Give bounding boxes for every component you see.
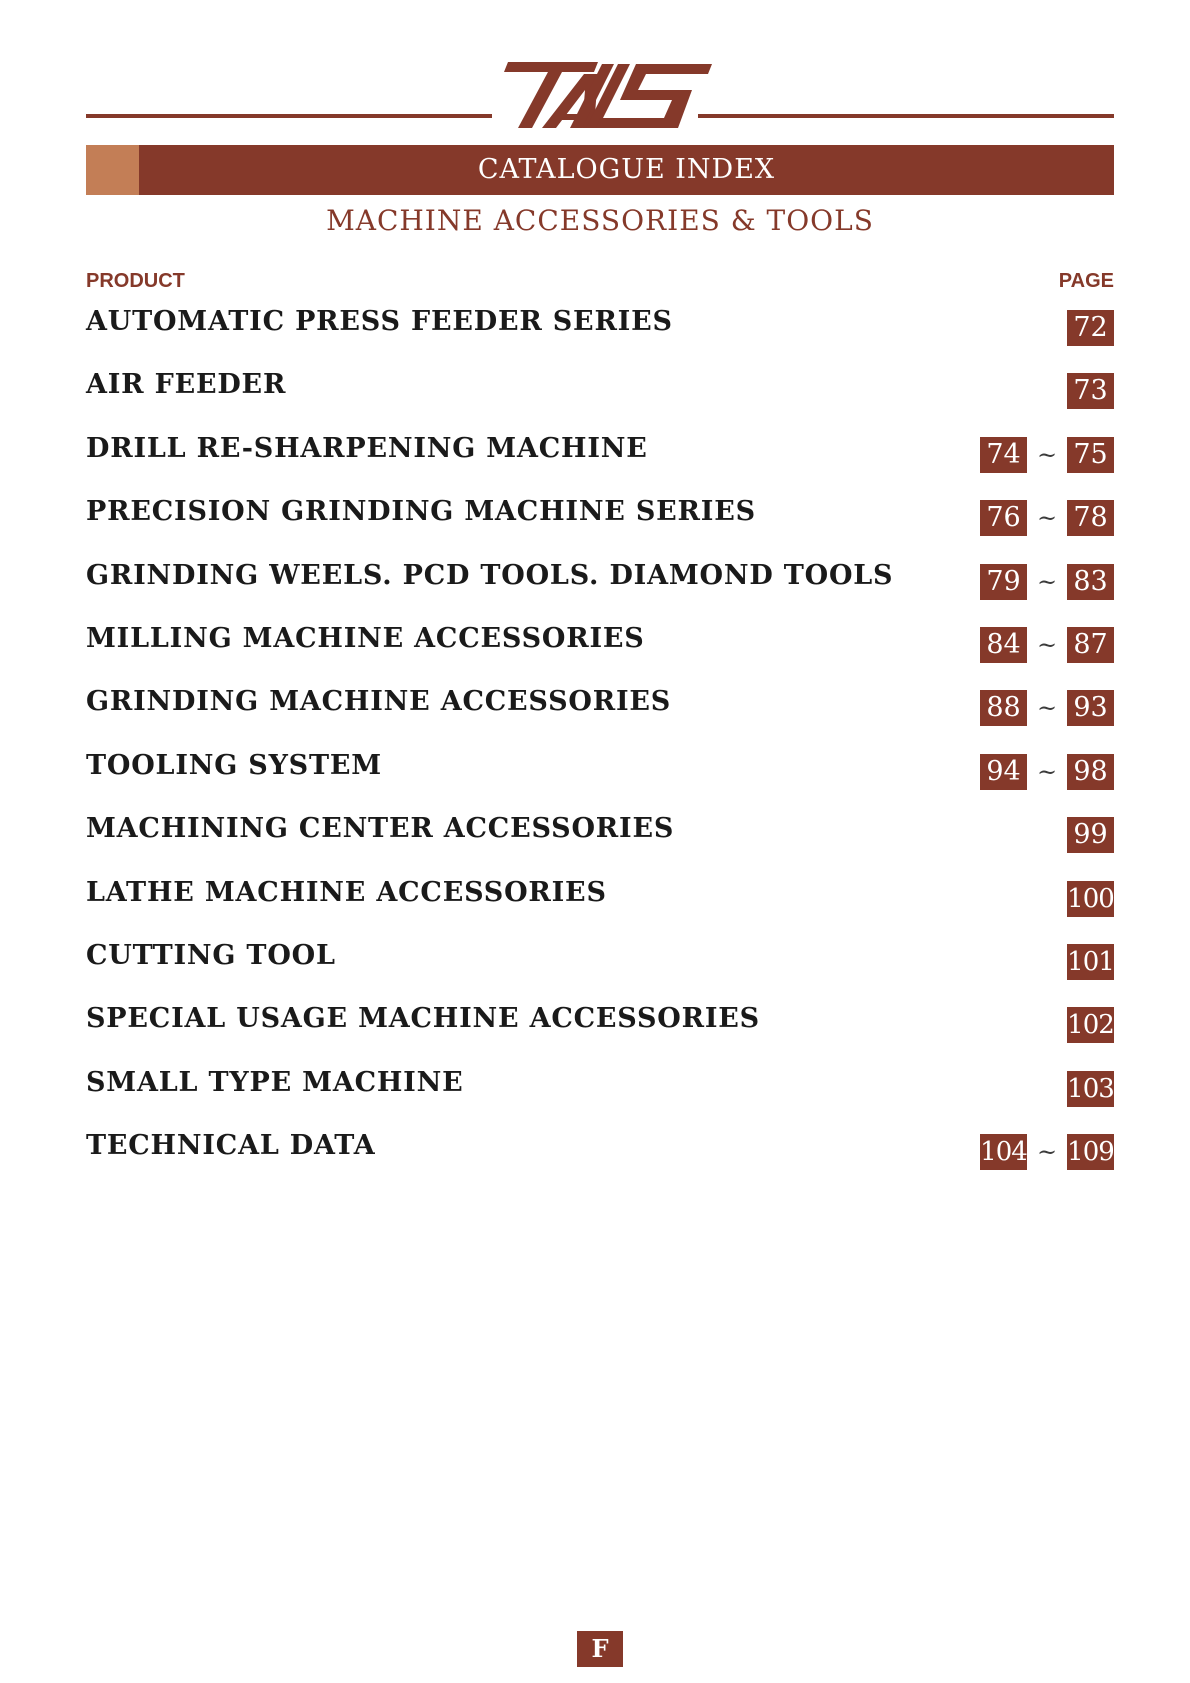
product-name: CUTTING TOOL xyxy=(86,939,336,971)
product-name: SMALL TYPE MACHINE xyxy=(86,1066,464,1098)
index-row xyxy=(86,490,1114,553)
range-separator: ~ xyxy=(1036,694,1058,723)
index-row xyxy=(86,807,1114,870)
page-end-badge: 87 xyxy=(1067,627,1114,663)
product-name: AIR FEEDER xyxy=(86,369,287,401)
page-range xyxy=(1067,310,1114,346)
page-range xyxy=(1067,944,1114,980)
range-separator: ~ xyxy=(1036,504,1058,533)
index-row xyxy=(86,1061,1114,1124)
page-start-badge: 88 xyxy=(980,690,1027,726)
product-name: AUTOMATIC PRESS FEEDER SERIES xyxy=(86,306,673,337)
page-end-badge: 83 xyxy=(1067,564,1114,600)
index-row xyxy=(86,363,1114,426)
page-range xyxy=(1067,1007,1114,1043)
page-range xyxy=(980,690,1114,726)
product-name: MILLING MACHINE ACCESSORIES xyxy=(86,622,645,654)
header-rule-right xyxy=(698,114,1114,118)
page-end-badge: 109 xyxy=(1067,1134,1114,1170)
page-range xyxy=(980,1134,1114,1170)
page-start-badge: 100 xyxy=(1067,881,1114,917)
index-row xyxy=(86,1124,1114,1187)
product-name: TOOLING SYSTEM xyxy=(86,749,382,781)
page-start-badge: 73 xyxy=(1067,373,1114,409)
product-name: TECHNICAL DATA xyxy=(86,1130,376,1162)
page-column-header: PAGE xyxy=(1058,270,1114,292)
index-row xyxy=(86,934,1114,997)
page-start-badge: 72 xyxy=(1067,310,1114,346)
logo-row xyxy=(86,58,1114,138)
header-rule-left xyxy=(86,114,492,118)
range-separator: ~ xyxy=(1036,567,1058,596)
index-row xyxy=(86,300,1114,363)
page-start-badge: 99 xyxy=(1067,817,1114,853)
index-row xyxy=(86,871,1114,934)
page-start-badge: 102 xyxy=(1067,1007,1114,1043)
page-start-badge: 94 xyxy=(980,754,1027,790)
index-list xyxy=(86,300,1114,1187)
section-subtitle: MACHINE ACCESSORIES & TOOLS xyxy=(326,204,874,237)
product-column-header: PRODUCT xyxy=(86,270,185,292)
page-title: CATALOGUE INDEX xyxy=(477,154,776,185)
index-row xyxy=(86,680,1114,743)
page-start-badge: 104 xyxy=(980,1134,1027,1170)
page-end-badge: 75 xyxy=(1067,437,1114,473)
index-row xyxy=(86,744,1114,807)
page-range xyxy=(980,500,1114,536)
product-name: MACHINING CENTER ACCESSORIES xyxy=(86,813,675,845)
page-start-badge: 103 xyxy=(1067,1071,1114,1107)
page-range xyxy=(980,437,1114,473)
page-range xyxy=(1067,881,1114,917)
page-end-badge: 93 xyxy=(1067,690,1114,726)
product-name: GRINDING MACHINE ACCESSORIES xyxy=(86,686,672,718)
page-end-badge: 98 xyxy=(1067,754,1114,790)
product-name: GRINDING WEELS. PCD TOOLS. DIAMOND TOOLS xyxy=(86,559,894,591)
range-separator: ~ xyxy=(1036,440,1058,469)
page-range xyxy=(1067,817,1114,853)
page-start-badge: 76 xyxy=(980,500,1027,536)
range-separator: ~ xyxy=(1036,1138,1058,1167)
range-separator: ~ xyxy=(1036,757,1058,786)
product-name: DRILL RE-SHARPENING MACHINE xyxy=(86,432,648,464)
tais-logo xyxy=(486,58,716,138)
index-row xyxy=(86,554,1114,617)
product-name: LATHE MACHINE ACCESSORIES xyxy=(86,876,607,908)
page-range xyxy=(980,564,1114,600)
page-start-badge: 101 xyxy=(1067,944,1114,980)
product-name: SPECIAL USAGE MACHINE ACCESSORIES xyxy=(86,1003,760,1035)
index-row xyxy=(86,617,1114,680)
page-start-badge: 79 xyxy=(980,564,1027,600)
page-folio: F xyxy=(577,1631,623,1667)
range-separator: ~ xyxy=(1036,630,1058,659)
page-range xyxy=(980,627,1114,663)
page-start-badge: 74 xyxy=(980,437,1027,473)
product-name: PRECISION GRINDING MACHINE SERIES xyxy=(86,496,756,528)
page-start-badge: 84 xyxy=(980,627,1027,663)
index-row xyxy=(86,427,1114,490)
page-range xyxy=(1067,373,1114,409)
title-bar-accent xyxy=(86,145,139,195)
index-row xyxy=(86,997,1114,1060)
page-range xyxy=(1067,1071,1114,1107)
page-end-badge: 78 xyxy=(1067,500,1114,536)
page-range xyxy=(980,754,1114,790)
title-bar xyxy=(86,145,1114,195)
